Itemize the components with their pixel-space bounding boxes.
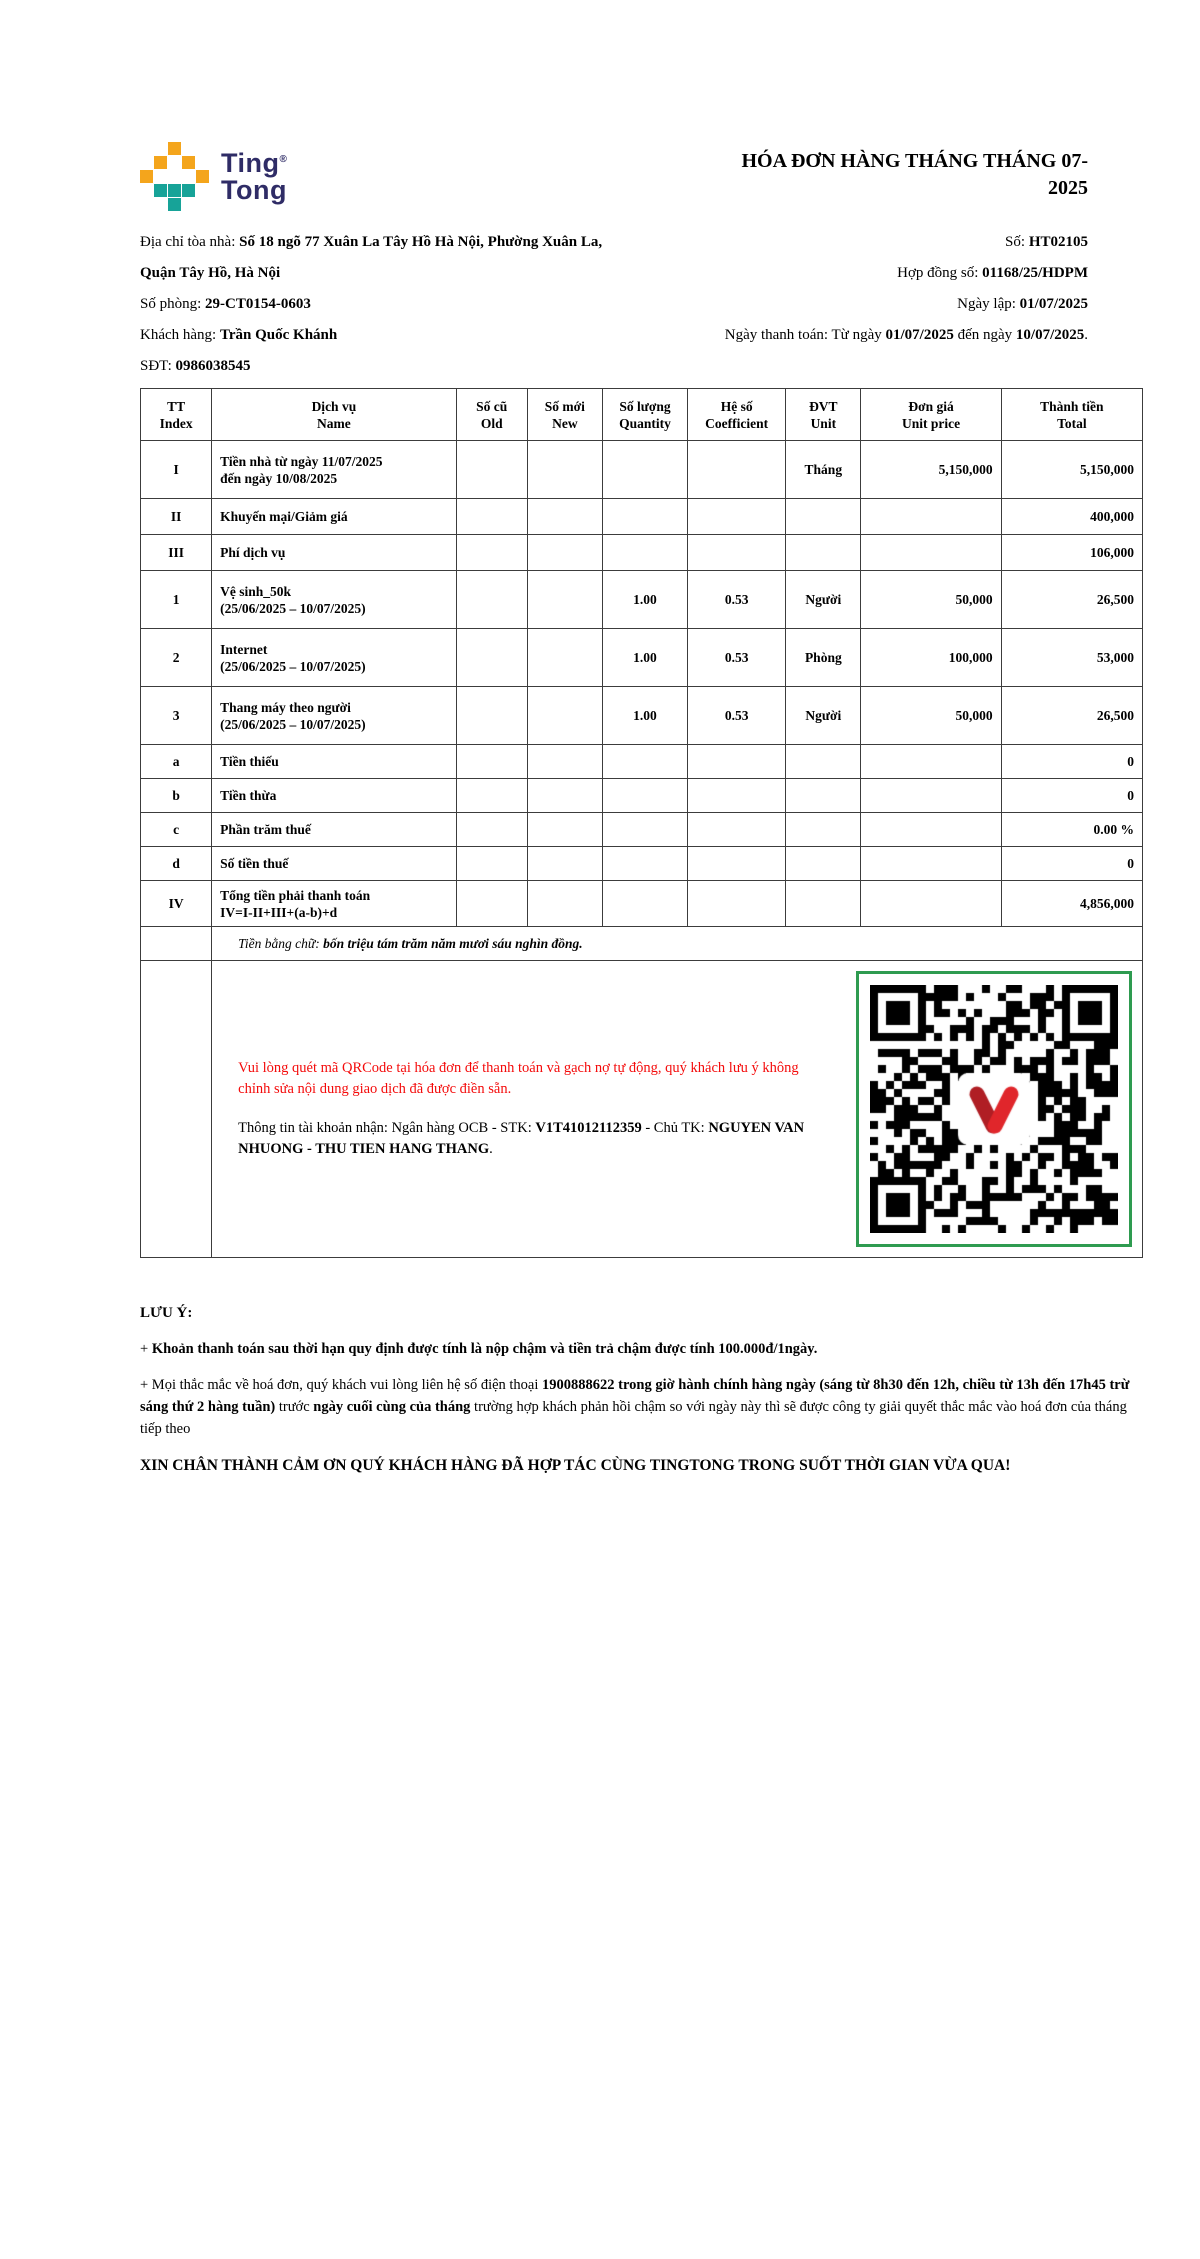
service-name-line: Số tiền thuế <box>220 856 289 871</box>
table-cell <box>527 535 602 571</box>
thank-you-note: XIN CHÂN THÀNH CẢM ƠN QUÝ KHÁCH HÀNG ĐÃ HỢP TÁC CÙNG TINGTONG TRONG SUỐT THỜI GIAN VỪA QUA! <box>140 1457 1011 1474</box>
table-cell <box>212 441 456 499</box>
table-cell <box>688 745 786 779</box>
text-segment: Địa chỉ tòa nhà: <box>140 234 240 250</box>
customer-info <box>140 227 610 382</box>
table-cell: 0.53 <box>688 687 786 745</box>
column-header-line: Hệ số <box>720 398 753 414</box>
text-segment: NGUYEN VAN NHUONG - THU TIEN HANG THANG <box>238 1120 805 1157</box>
qr-code <box>856 971 1132 1247</box>
table-cell: a <box>141 745 212 779</box>
table-cell <box>456 499 527 535</box>
column-header <box>527 389 602 441</box>
column-header-line: Unit price <box>901 415 961 431</box>
table-cell: 1.00 <box>602 571 687 629</box>
table-cell <box>688 847 786 881</box>
table-cell <box>456 881 527 927</box>
column-header <box>456 389 527 441</box>
table-cell <box>786 881 861 927</box>
table-cell <box>527 813 602 847</box>
logo-pixel <box>154 198 167 211</box>
invoice-title: HÓA ĐƠN HÀNG THÁNG THÁNG 07-2025 <box>741 150 1088 199</box>
table-cell <box>212 881 456 927</box>
info-line-right <box>610 258 1088 289</box>
table-cell <box>602 779 687 813</box>
table-cell <box>688 881 786 927</box>
logo-pixel <box>168 142 181 155</box>
qr-code-canvas <box>870 985 1118 1233</box>
table-cell: Người <box>786 571 861 629</box>
table-cell: c <box>141 813 212 847</box>
table-cell <box>786 847 861 881</box>
table-cell <box>602 535 687 571</box>
amount-in-words-text: bốn triệu tám trăm năm mươi sáu nghìn đồng. <box>323 935 583 951</box>
service-name-line: Tiền thiếu <box>220 754 279 769</box>
table-cell: IV <box>141 881 212 927</box>
table-cell: b <box>141 779 212 813</box>
column-header-line: Thành tiền <box>1040 398 1104 414</box>
logo-pixel <box>154 142 167 155</box>
table-cell: 50,000 <box>861 571 1001 629</box>
text-segment: HT02105 <box>1028 234 1088 250</box>
column-header-line: Dịch vụ <box>311 398 357 414</box>
qr-section <box>212 961 1143 1258</box>
logo-text-line: Ting® <box>221 148 288 178</box>
table-cell <box>602 745 687 779</box>
service-name-line: Vệ sinh_50k <box>220 583 292 599</box>
info-line-right <box>610 289 1088 320</box>
column-header-line: Old <box>480 415 503 431</box>
logo-pixel <box>196 198 209 211</box>
table-cell <box>456 571 527 629</box>
table-header-row <box>141 389 1143 441</box>
column-header-line: Quantity <box>619 415 671 431</box>
table-cell: 0 <box>1001 847 1142 881</box>
column-header-line: New <box>552 415 578 431</box>
table-cell: 26,500 <box>1001 687 1142 745</box>
text-segment: trường hợp khách phản hồi chậm so với ngày này thì sẽ được công ty giải quyết thắc mắc vào hoá đơn của tháng tiếp theo <box>140 1399 1127 1437</box>
info-line-right <box>610 320 1088 351</box>
logo-pixel <box>154 184 167 197</box>
qr-section-layout <box>222 971 1132 1247</box>
column-header-line: Coefficient <box>705 415 769 431</box>
text-segment: - Chủ TK: <box>641 1120 709 1136</box>
column-header <box>861 389 1001 441</box>
logo-pixel <box>140 142 153 155</box>
logo-pixel <box>140 156 153 169</box>
column-header <box>212 389 456 441</box>
table-cell: III <box>141 535 212 571</box>
table-cell <box>527 881 602 927</box>
column-header-line: ĐVT <box>809 398 838 414</box>
table-cell <box>456 441 527 499</box>
text-segment: Ngày lập: <box>957 296 1020 312</box>
table-cell: 106,000 <box>1001 535 1142 571</box>
logo-pixel <box>140 198 153 211</box>
table-cell <box>602 847 687 881</box>
table-cell: 1 <box>141 571 212 629</box>
service-name-line: (25/06/2025 – 10/07/2025) <box>220 658 366 674</box>
qr-row <box>141 961 1143 1258</box>
logo-pixel <box>140 184 153 197</box>
table-cell <box>456 629 527 687</box>
column-header-line: Index <box>159 415 193 431</box>
table-cell <box>527 687 602 745</box>
table-cell <box>688 499 786 535</box>
service-name-line: Phần trăm thuế <box>220 822 311 837</box>
payment-instructions <box>222 1058 822 1160</box>
table-row <box>141 847 1143 881</box>
column-header-line: Số cũ <box>476 398 508 414</box>
text-segment: 1900888622 trong giờ hành chính hàng ngày (sáng từ 8h30 đến 12h, chiều từ 13h đến 17h45 trừ sáng thứ 2 hàng tuần) <box>140 1377 1130 1415</box>
table-cell <box>527 779 602 813</box>
text-segment: ngày cuối cùng của tháng <box>313 1399 471 1415</box>
table-cell <box>456 779 527 813</box>
column-header <box>688 389 786 441</box>
text-segment: 01/07/2025 <box>885 327 954 343</box>
table-cell: 4,856,000 <box>1001 881 1142 927</box>
column-header-line: Unit <box>810 415 837 431</box>
table-cell <box>786 499 861 535</box>
table-cell <box>786 813 861 847</box>
text-segment: Khoản thanh toán sau thời hạn quy định được tính là nộp chậm và tiền trả chậm được tính 100.000đ/1ngày. <box>151 1341 818 1357</box>
column-header <box>141 389 212 441</box>
invoice-table <box>140 388 1143 1258</box>
service-name-line: đến ngày 10/08/2025 <box>220 470 338 486</box>
logo-pixel <box>182 142 195 155</box>
table-cell: Tháng <box>786 441 861 499</box>
table-cell: 0 <box>1001 745 1142 779</box>
logo-pixel <box>154 156 167 169</box>
table-cell <box>688 535 786 571</box>
service-name-line: Tổng tiền phải thanh toán <box>220 887 371 903</box>
service-name-line: Tiền nhà từ ngày 11/07/2025 <box>220 453 383 469</box>
info-line-left <box>140 289 610 320</box>
table-cell <box>141 961 212 1258</box>
column-header-line: TT <box>167 398 186 414</box>
column-header <box>1001 389 1142 441</box>
table-cell <box>456 535 527 571</box>
logo-pixel <box>168 184 181 197</box>
invoice-info <box>140 227 1143 382</box>
table-cell <box>141 927 212 961</box>
table-cell <box>786 535 861 571</box>
amount-in-words-text: Tiền bằng chữ: <box>238 935 324 951</box>
table-cell <box>861 813 1001 847</box>
table-cell <box>456 687 527 745</box>
text-segment: Số 18 ngõ 77 Xuân La Tây Hồ Hà Nội, Phường Xuân La, Quận Tây Hồ, Hà Nội <box>140 234 603 281</box>
logo-pixel <box>196 170 209 183</box>
text-segment: trước <box>275 1399 314 1415</box>
table-cell <box>527 441 602 499</box>
table-row <box>141 535 1143 571</box>
table-cell <box>861 779 1001 813</box>
logo-pixel <box>140 170 153 183</box>
text-segment: + <box>140 1341 152 1357</box>
table-cell <box>456 745 527 779</box>
footer-notes <box>140 1302 1143 1478</box>
logo-text-line: Tong <box>221 175 287 205</box>
qr-warning-text: Vui lòng quét mã QRCode tại hóa đơn để thanh toán và gạch nợ tự động, quý khách lưu ý không chỉnh sửa nội dung giao dịch đã được điền sẵn. <box>238 1060 799 1097</box>
table-cell <box>212 571 456 629</box>
logo-pixel <box>196 142 209 155</box>
table-cell <box>688 779 786 813</box>
text-segment: Số: <box>1005 234 1029 250</box>
tingtong-logo <box>140 140 287 211</box>
logo-pixel <box>182 156 195 169</box>
table-cell <box>602 499 687 535</box>
table-row <box>141 571 1143 629</box>
bank-account-info <box>238 1118 822 1160</box>
logo-pixel <box>182 198 195 211</box>
info-line-left <box>140 320 610 351</box>
text-segment: SĐT: <box>140 358 176 374</box>
service-name-line: (25/06/2025 – 10/07/2025) <box>220 716 366 732</box>
table-cell: 0.53 <box>688 571 786 629</box>
table-cell <box>688 441 786 499</box>
logo-pixel <box>154 170 167 183</box>
table-cell <box>527 571 602 629</box>
table-cell: Người <box>786 687 861 745</box>
hotline-note <box>140 1374 1143 1440</box>
column-header-line: Name <box>317 415 351 431</box>
table-cell <box>212 535 456 571</box>
header-row <box>140 140 1143 211</box>
service-name-line: Thang máy theo người <box>220 699 351 715</box>
logo-pixel <box>168 170 181 183</box>
table-cell: 50,000 <box>861 687 1001 745</box>
table-cell <box>527 499 602 535</box>
table-cell <box>786 779 861 813</box>
text-segment: Số phòng: <box>140 296 206 312</box>
amount-in-words <box>212 927 1143 961</box>
service-name-line: Tiền thừa <box>220 788 277 803</box>
table-cell <box>456 813 527 847</box>
table-cell <box>602 813 687 847</box>
text-segment: 01168/25/HDPM <box>982 265 1088 281</box>
service-name-line: IV=I-II+III+(a-b)+d <box>220 904 338 920</box>
table-cell: Phòng <box>786 629 861 687</box>
logo-pixel <box>196 184 209 197</box>
table-cell: 5,150,000 <box>861 441 1001 499</box>
table-cell <box>527 847 602 881</box>
table-cell: II <box>141 499 212 535</box>
logo-pixel <box>182 184 195 197</box>
table-cell <box>602 441 687 499</box>
notes-heading: LƯU Ý: <box>140 1305 193 1321</box>
table-row <box>141 687 1143 745</box>
service-name-line: Khuyến mại/Giảm giá <box>220 509 348 524</box>
text-segment: Thông tin tài khoản nhận: Ngân hàng OCB - STK: <box>238 1120 536 1136</box>
column-header <box>786 389 861 441</box>
invoice-page <box>140 0 1143 1478</box>
table-row <box>141 441 1143 499</box>
logo-pixel <box>168 156 181 169</box>
table-cell: 0.00 % <box>1001 813 1142 847</box>
table-cell <box>786 745 861 779</box>
table-row <box>141 499 1143 535</box>
table-cell: 26,500 <box>1001 571 1142 629</box>
info-line-right <box>610 227 1088 258</box>
table-cell <box>212 847 456 881</box>
service-name-line: Internet <box>220 641 268 657</box>
info-line-left <box>140 227 610 289</box>
table-cell <box>212 499 456 535</box>
text-segment: 29-CT0154-0603 <box>205 296 311 312</box>
table-row <box>141 779 1143 813</box>
column-header-line: Số mới <box>544 398 585 414</box>
table-cell <box>861 847 1001 881</box>
table-cell: I <box>141 441 212 499</box>
table-cell: 2 <box>141 629 212 687</box>
column-header-line: Total <box>1057 415 1087 431</box>
service-name-line: (25/06/2025 – 10/07/2025) <box>220 600 366 616</box>
text-segment: + Mọi thắc mắc về hoá đơn, quý khách vui lòng liên hệ số điện thoại <box>140 1377 543 1393</box>
text-segment: 0986038545 <box>175 358 251 374</box>
table-row <box>141 881 1143 927</box>
table-row <box>141 745 1143 779</box>
text-segment: 10/07/2025 <box>1015 327 1085 343</box>
table-cell <box>527 745 602 779</box>
text-segment: . <box>1084 327 1088 343</box>
text-segment: Hợp đồng số: <box>897 265 983 281</box>
table-cell <box>861 881 1001 927</box>
logo-pixel <box>182 170 195 183</box>
table-cell: 1.00 <box>602 687 687 745</box>
text-segment: . <box>489 1141 493 1157</box>
table-cell: 400,000 <box>1001 499 1142 535</box>
table-cell <box>212 813 456 847</box>
text-segment: V1T41012112359 <box>535 1120 642 1136</box>
table-cell <box>212 779 456 813</box>
table-cell: 3 <box>141 687 212 745</box>
table-cell: 0 <box>1001 779 1142 813</box>
column-header-line: Đơn giá <box>908 398 954 414</box>
table-cell: 0.53 <box>688 629 786 687</box>
logo-pixel <box>196 156 209 169</box>
service-name-line: Phí dịch vụ <box>220 545 286 560</box>
tingtong-logo-text <box>221 146 287 204</box>
invoice-meta <box>610 227 1143 382</box>
table-cell: 5,150,000 <box>1001 441 1142 499</box>
table-cell <box>861 535 1001 571</box>
amount-in-words-row <box>141 927 1143 961</box>
table-cell <box>212 745 456 779</box>
text-segment: Ngày thanh toán: Từ ngày <box>724 327 886 343</box>
text-segment: Khách hàng: <box>140 327 220 343</box>
tingtong-logo-icon <box>140 142 209 211</box>
table-row <box>141 813 1143 847</box>
text-segment: 01/07/2025 <box>1019 296 1088 312</box>
column-header-line: Số lượng <box>619 398 671 414</box>
table-cell <box>527 629 602 687</box>
table-cell <box>861 745 1001 779</box>
table-cell <box>688 813 786 847</box>
table-cell: d <box>141 847 212 881</box>
text-segment: Trần Quốc Khánh <box>219 327 338 343</box>
table-cell: 100,000 <box>861 629 1001 687</box>
table-cell <box>602 881 687 927</box>
late-payment-note <box>140 1338 1143 1360</box>
table-cell <box>212 629 456 687</box>
table-cell <box>861 499 1001 535</box>
info-line-left <box>140 351 610 382</box>
column-header <box>602 389 687 441</box>
table-cell: 53,000 <box>1001 629 1142 687</box>
table-row <box>141 629 1143 687</box>
table-cell: 1.00 <box>602 629 687 687</box>
table-cell <box>212 687 456 745</box>
table-cell <box>456 847 527 881</box>
text-segment: đến ngày <box>953 327 1016 343</box>
logo-pixel <box>168 198 181 211</box>
